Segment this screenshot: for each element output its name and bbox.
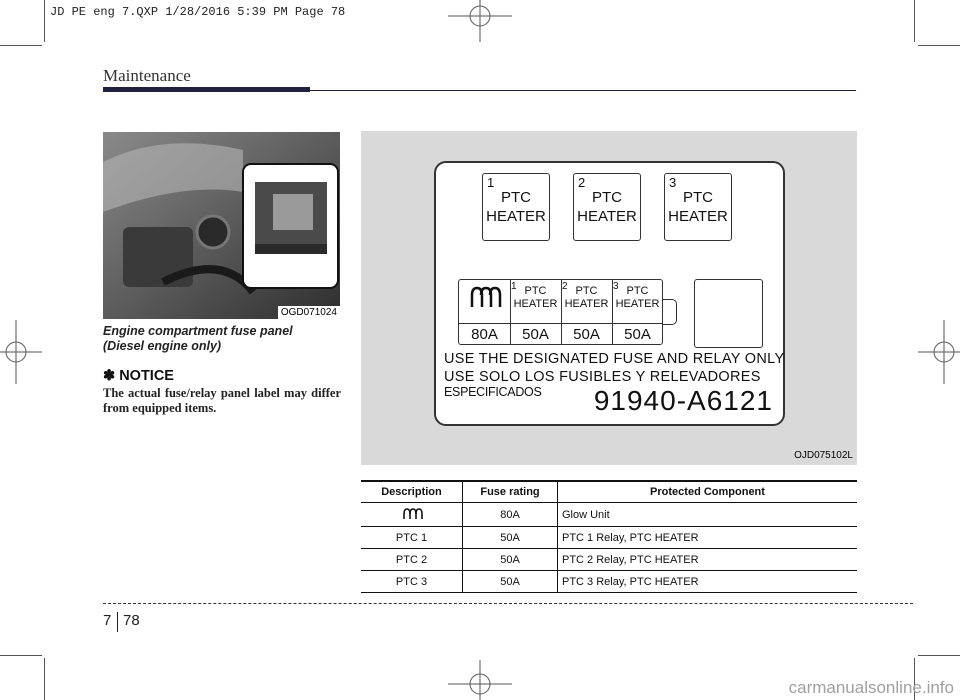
fuse-rating: 80A [459, 323, 510, 343]
fuse-rating: 50A [510, 323, 561, 343]
table-cell-component: PTC 1 Relay, PTC HEATER [558, 527, 858, 549]
fuse-label-panel [361, 131, 857, 465]
table-cell-rating: 50A [463, 549, 558, 571]
panel-image-code: OJD075102L [794, 450, 853, 461]
table-cell-component: PTC 2 Relay, PTC HEATER [558, 549, 858, 571]
ptc-box-3 [664, 173, 732, 241]
fuse-header-1 [510, 280, 561, 311]
glow-fuse-header [459, 280, 510, 326]
fuse-line2: HEATER [615, 298, 660, 310]
caption-line-2: (Diesel engine only) [103, 339, 222, 353]
fuse-number: 3 [613, 281, 619, 292]
fuse-line1: PTC [626, 285, 649, 297]
ptc-box-number: 3 [669, 175, 677, 190]
chapter-number: 7 [103, 612, 112, 629]
table-header: Description [361, 481, 463, 503]
footer-rule [103, 603, 913, 604]
ptc-box-1 [482, 173, 550, 241]
warning-spanish-1: USE SOLO LOS FUSIBLES Y RELEVADORES [444, 369, 761, 385]
table-cell-description [361, 503, 463, 527]
print-slug: JD PE eng 7.QXP 1/28/2016 5:39 PM Page 78 [50, 5, 346, 19]
fuse-label-card [434, 161, 785, 426]
page-number-separator [117, 612, 118, 632]
fuse-line2: HEATER [513, 298, 558, 310]
table-row [361, 503, 857, 527]
relay-box [694, 279, 763, 348]
fuse-table [361, 480, 857, 593]
ptc-box-line1: PTC [501, 189, 531, 206]
ptc-box-line2: HEATER [668, 208, 728, 225]
part-number: 91940-A6121 [593, 385, 773, 416]
ptc-box-line2: HEATER [486, 208, 546, 225]
table-cell-rating: 80A [463, 503, 558, 527]
table-cell-component: Glow Unit [558, 503, 858, 527]
glow-plug-icon [400, 506, 424, 520]
photo-caption [103, 324, 343, 354]
ptc-box-line1: PTC [683, 189, 713, 206]
fuse-rating: 50A [612, 323, 663, 343]
table-row [361, 527, 857, 549]
ptc-box-number: 2 [578, 175, 586, 190]
watermark: carmanualsonline.info [788, 678, 954, 697]
table-header: Fuse rating [463, 481, 558, 503]
header-rule-thin [310, 90, 856, 91]
caption-line-1: Engine compartment fuse panel [103, 324, 293, 338]
table-cell-rating: 50A [463, 571, 558, 593]
table-row [361, 549, 857, 571]
ptc-box-line1: PTC [592, 189, 622, 206]
warning-english: USE THE DESIGNATED FUSE AND RELAY ONLY [444, 351, 785, 367]
table-cell-description: PTC 3 [361, 571, 463, 593]
fuse-line1: PTC [575, 285, 598, 297]
warning-spanish-2: ESPECIFICADOS [444, 385, 542, 399]
section-title: Maintenance [103, 66, 191, 85]
fuse-number: 1 [511, 281, 517, 292]
fuse-line1: PTC [524, 285, 547, 297]
table-cell-description: PTC 1 [361, 527, 463, 549]
engine-illustration [103, 132, 340, 319]
ptc-box-2 [573, 173, 641, 241]
fuse-block-tab [662, 299, 677, 325]
table-row [361, 571, 857, 593]
table-cell-description: PTC 2 [361, 549, 463, 571]
table-cell-component: PTC 3 Relay, PTC HEATER [558, 571, 858, 593]
fuse-header-2 [561, 280, 612, 311]
page-number: 78 [123, 612, 140, 629]
fuse-line2: HEATER [564, 298, 609, 310]
fuse-block [458, 279, 663, 345]
notice-title [103, 368, 174, 384]
ptc-box-line2: HEATER [577, 208, 637, 225]
ptc-box-number: 1 [487, 175, 495, 190]
table-header: Protected Component [558, 481, 858, 503]
table-header-row [361, 481, 857, 503]
fuse-number: 2 [562, 281, 568, 292]
engine-photo [103, 132, 340, 319]
fuse-header-3 [612, 280, 663, 311]
notice-body: The actual fuse/relay panel label may differ from equipped items. [103, 386, 341, 415]
fuse-rating: 50A [561, 323, 612, 343]
notice-symbol: ✽ [103, 368, 116, 384]
table-cell-rating: 50A [463, 527, 558, 549]
notice-title-text: NOTICE [119, 368, 174, 384]
photo-code: OGD071024 [278, 306, 340, 319]
glow-plug-icon [459, 280, 510, 322]
header-rule-thick [103, 87, 310, 92]
